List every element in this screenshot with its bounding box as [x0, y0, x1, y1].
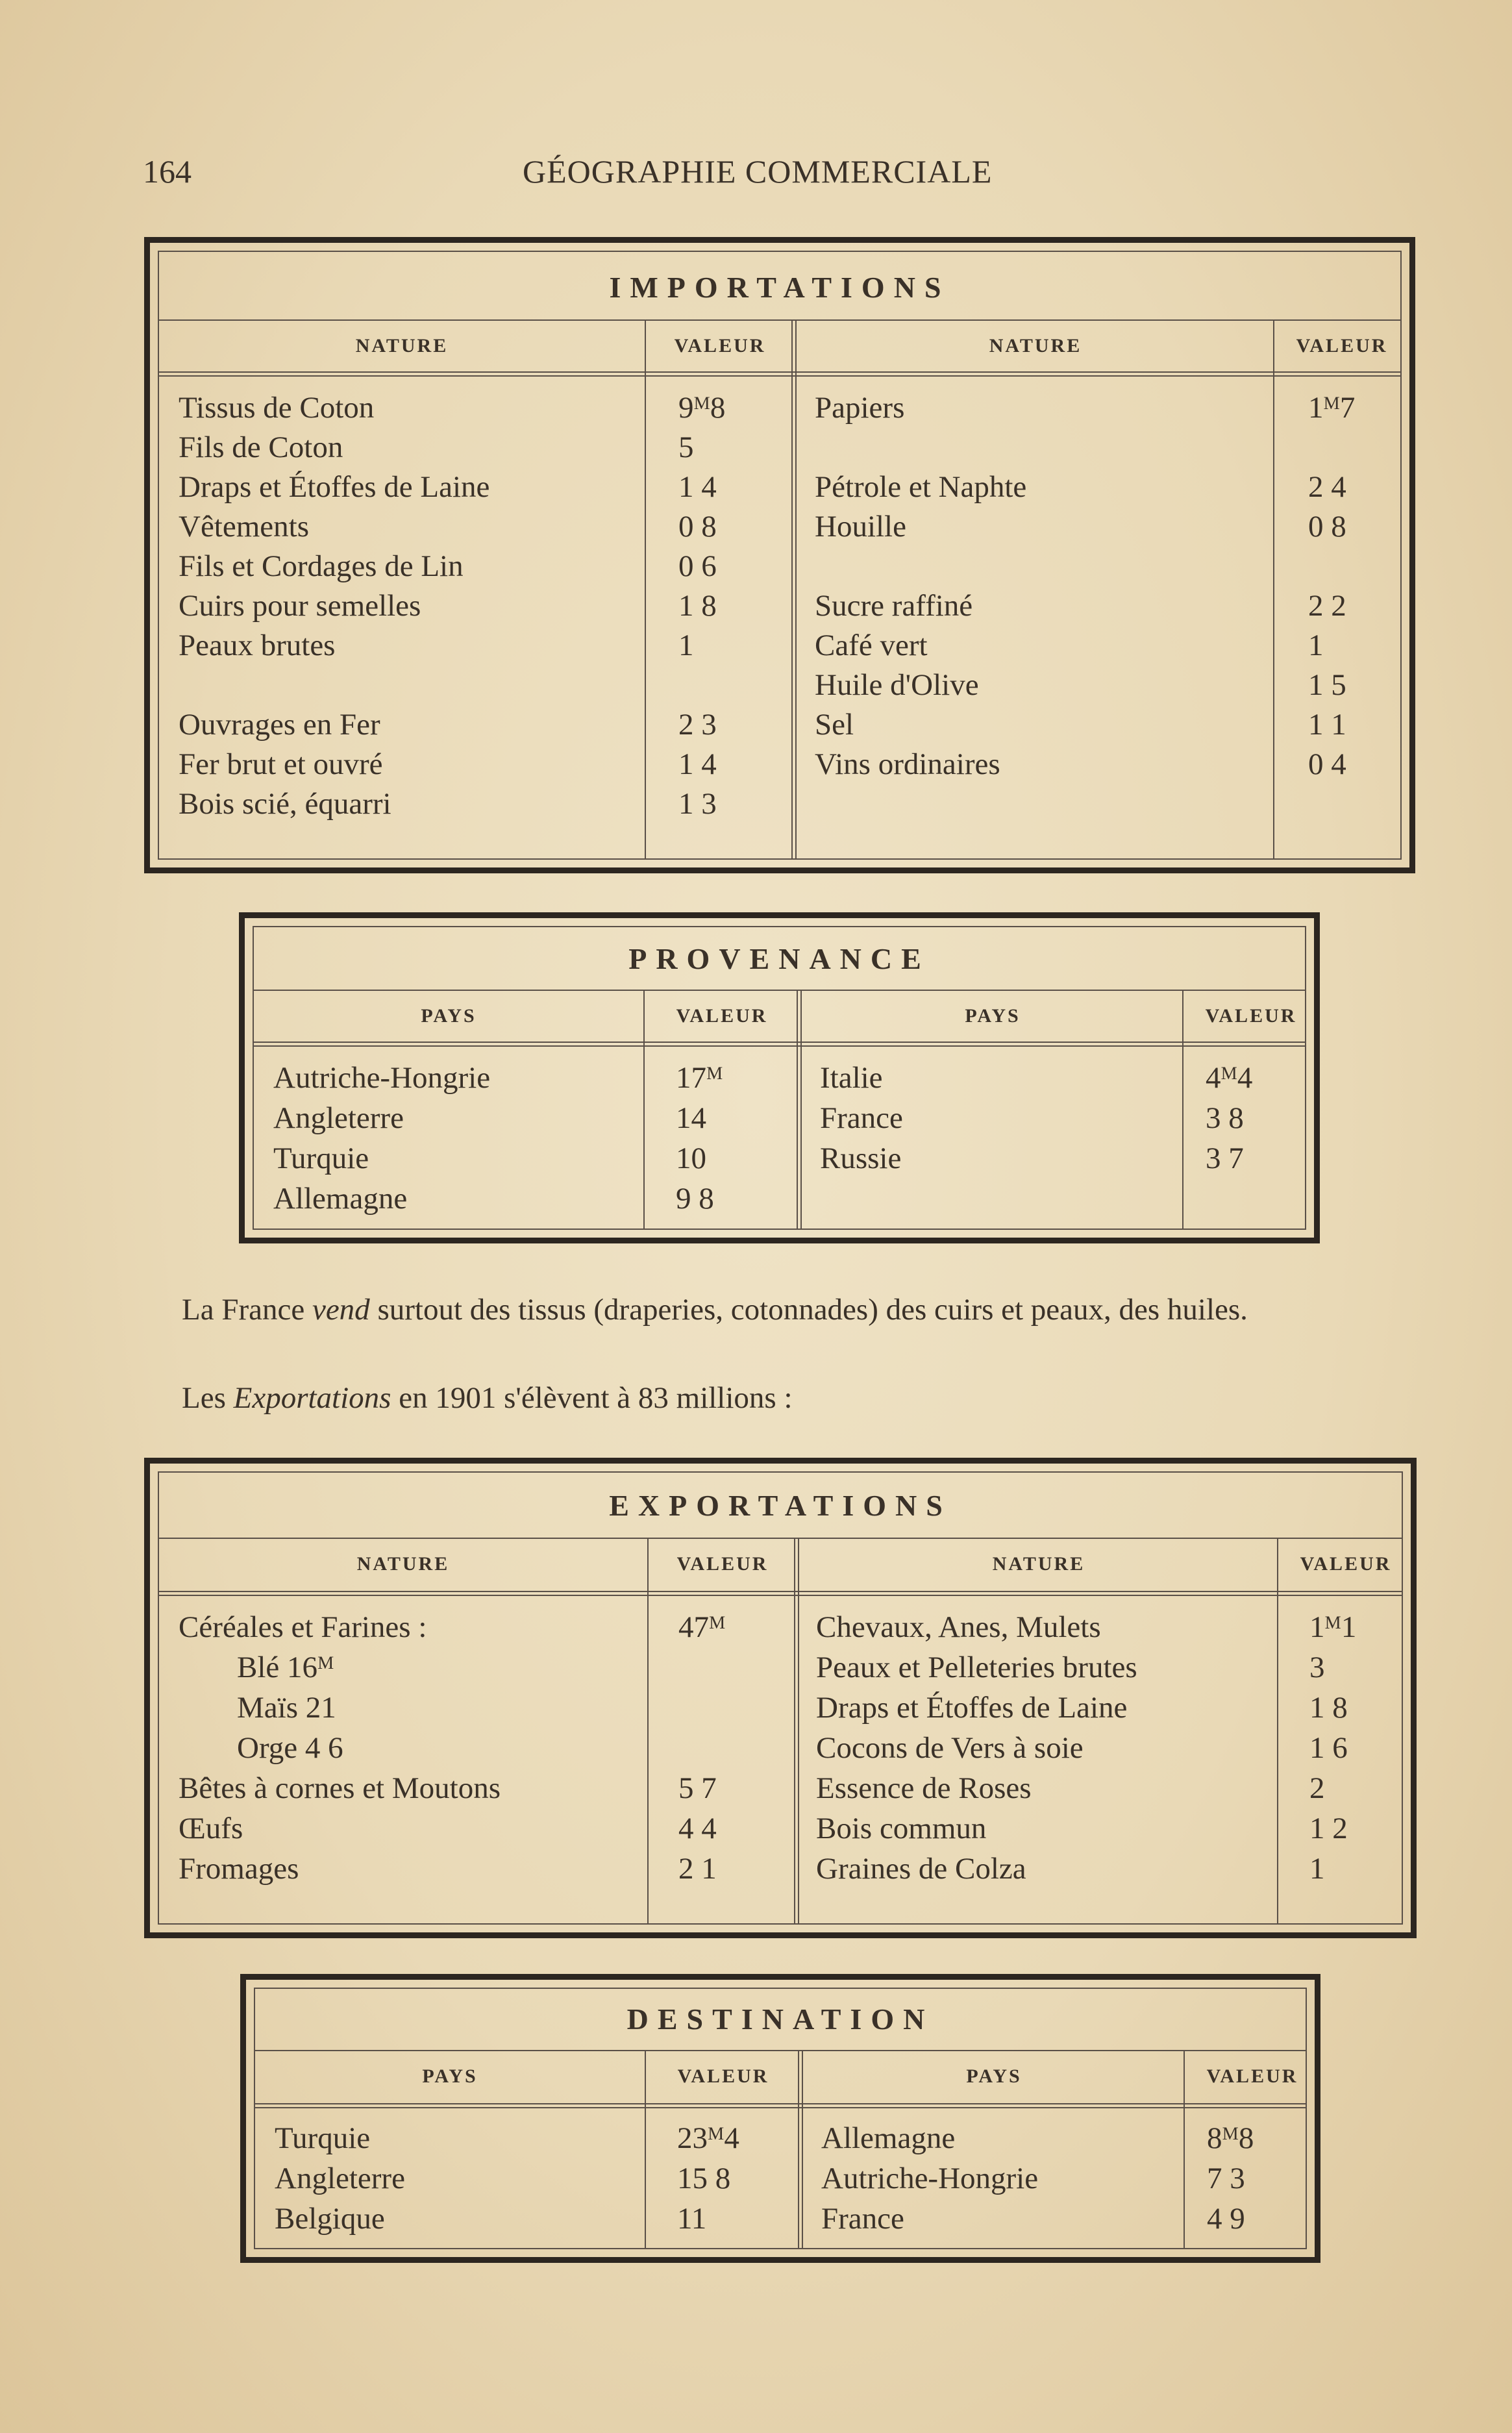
- exportations-right-valeur-cell: 3: [1309, 1651, 1325, 1684]
- paragraph-vend: [143, 1289, 1415, 1330]
- para1-text-a: La France: [182, 1293, 312, 1327]
- exportations-right-valeur-cell: 1 6: [1309, 1731, 1348, 1765]
- destination-right-pays-cell: France: [821, 2202, 904, 2236]
- importations-left-valeur-cell: 0 6: [678, 549, 717, 583]
- exportations-left-nature-cell: Maïs 21: [237, 1691, 336, 1725]
- exportations-left-valeur-cell: 2 1: [678, 1852, 717, 1886]
- col-divider-1: [643, 990, 645, 1229]
- exportations-table: [144, 1458, 1417, 1938]
- exportations-right-valeur-cell: 1 2: [1309, 1812, 1348, 1845]
- importations-left-nature-cell: Fils et Cordages de Lin: [179, 549, 464, 583]
- exportations-right-nature-cell: Chevaux, Anes, Mulets: [816, 1610, 1101, 1644]
- importations-right-valeur-cell: 2 2: [1308, 589, 1346, 623]
- exportations-right-nature-cell: Draps et Étoffes de Laine: [816, 1691, 1128, 1725]
- importations-right-nature-cell: Sucre raffiné: [815, 589, 973, 623]
- importations-title: IMPORTATIONS: [609, 271, 950, 304]
- importations-right-valeur-cell: 1ᴹ7: [1308, 391, 1356, 425]
- exportations-right-nature-cell: Cocons de Vers à soie: [816, 1731, 1084, 1765]
- col-divider-3: [1273, 319, 1274, 858]
- exportations-right-nature-cell: Bois commun: [816, 1812, 987, 1845]
- exportations-left-nature-cell: Bêtes à cornes et Moutons: [179, 1771, 501, 1805]
- provenance-title: PROVENANCE: [628, 942, 930, 975]
- col-divider-center: [791, 319, 797, 858]
- importations-left-valeur-cell: 1 4: [678, 747, 717, 781]
- title-rule: [159, 319, 1400, 321]
- destination-right-valeur-cell: 7 3: [1207, 2162, 1245, 2195]
- exportations-right-valeur-cell: 1 8: [1309, 1691, 1348, 1725]
- col-divider-3: [1277, 1538, 1278, 1923]
- provenance-table: [239, 912, 1320, 1243]
- exportations-left-valeur-cell: 4 4: [678, 1812, 717, 1845]
- col-header-nature-left: NATURE: [356, 1553, 450, 1575]
- header-rule: [254, 1042, 1305, 1047]
- col-divider-center: [797, 990, 802, 1229]
- exportations-left-nature-cell: Fromages: [179, 1852, 299, 1886]
- destination-left-valeur-cell: 11: [677, 2202, 707, 2236]
- page-header: [143, 153, 1052, 198]
- exportations-left-nature-cell: Œufs: [179, 1812, 243, 1845]
- importations-left-valeur-cell: 1 8: [678, 589, 717, 623]
- col-header-valeur-left: VALEUR: [674, 335, 766, 356]
- col-divider-1: [645, 2050, 646, 2248]
- destination-left-pays-cell: Turquie: [275, 2121, 371, 2155]
- importations-right-nature-cell: Houille: [815, 510, 906, 543]
- exportations-left-nature-cell: Blé 16ᴹ: [237, 1651, 334, 1684]
- header-rule: [255, 2103, 1306, 2108]
- importations-left-nature-cell: Fils de Coton: [179, 430, 343, 464]
- importations-left-valeur-cell: 2 3: [678, 708, 717, 742]
- provenance-left-valeur-cell: 9 8: [676, 1182, 714, 1216]
- col-divider-1: [647, 1538, 649, 1923]
- destination-left-pays-cell: Angleterre: [275, 2162, 405, 2195]
- col-header-pays-left: PAYS: [421, 1005, 477, 1027]
- col-divider-3: [1184, 2050, 1185, 2248]
- para2-text-b: en 1901 s'élèvent à 83 millions :: [391, 1381, 793, 1415]
- destination-right-valeur-cell: 4 9: [1207, 2202, 1245, 2236]
- importations-right-nature-cell: Vins ordinaires: [815, 747, 1000, 781]
- provenance-left-valeur-cell: 10: [676, 1142, 706, 1175]
- provenance-left-pays-cell: Allemagne: [273, 1182, 408, 1216]
- importations-right-nature-cell: Papiers: [815, 391, 905, 425]
- importations-right-nature-cell: Sel: [815, 708, 854, 742]
- col-header-valeur-left: VALEUR: [676, 1005, 768, 1027]
- importations-left-nature-cell: Draps et Étoffes de Laine: [179, 470, 490, 504]
- importations-left-nature-cell: Ouvrages en Fer: [179, 708, 380, 742]
- importations-right-nature-cell: Café vert: [815, 629, 928, 662]
- destination-inner-frame: [254, 1988, 1307, 2249]
- importations-left-nature-cell: Bois scié, équarri: [179, 787, 391, 821]
- exportations-right-nature-cell: Graines de Colza: [816, 1852, 1026, 1886]
- importations-right-nature-cell: Pétrole et Naphte: [815, 470, 1027, 504]
- provenance-left-valeur-cell: 17ᴹ: [676, 1061, 723, 1095]
- importations-left-nature-cell: Cuirs pour semelles: [179, 589, 421, 623]
- importations-right-valeur-cell: 0 4: [1308, 747, 1346, 781]
- header-rule: [159, 371, 1400, 377]
- col-header-nature-right: NATURE: [992, 1553, 1085, 1575]
- page-number: 164: [143, 153, 192, 190]
- col-divider-3: [1182, 990, 1184, 1229]
- col-header-pays-left: PAYS: [422, 2065, 478, 2087]
- exportations-left-valeur-cell: 47ᴹ: [678, 1610, 726, 1644]
- destination-right-valeur-cell: 8ᴹ8: [1207, 2121, 1254, 2155]
- exportations-left-nature-cell: Céréales et Farines :: [179, 1610, 427, 1644]
- destination-left-valeur-cell: 23ᴹ4: [677, 2121, 739, 2155]
- title-rule: [159, 1538, 1402, 1539]
- provenance-left-pays-cell: Angleterre: [273, 1101, 404, 1135]
- importations-left-nature-cell: Peaux brutes: [179, 629, 336, 662]
- destination-table: [240, 1974, 1320, 2263]
- para1-text-b: surtout des tissus (draperies, cotonnades) des cuirs et peaux, des huiles.: [369, 1293, 1248, 1327]
- importations-left-nature-cell: Tissus de Coton: [179, 391, 375, 425]
- col-header-valeur-right: VALEUR: [1296, 335, 1388, 356]
- title-rule: [254, 990, 1305, 991]
- exportations-right-valeur-cell: 1ᴹ1: [1309, 1610, 1357, 1644]
- importations-left-nature-cell: Fer brut et ouvré: [179, 747, 383, 781]
- para2-text-a: Les: [182, 1381, 234, 1415]
- destination-right-pays-cell: Autriche-Hongrie: [821, 2162, 1039, 2195]
- destination-left-pays-cell: Belgique: [275, 2202, 385, 2236]
- provenance-inner-frame: [253, 926, 1306, 1230]
- exportations-right-valeur-cell: 1: [1309, 1852, 1325, 1886]
- col-header-valeur-left: VALEUR: [677, 2065, 769, 2087]
- provenance-right-valeur-cell: 3 8: [1206, 1101, 1244, 1135]
- exportations-inner-frame: [158, 1471, 1403, 1925]
- importations-left-nature-cell: Vêtements: [179, 510, 309, 543]
- col-divider-center: [798, 2050, 803, 2248]
- para2-emphasis: Exportations: [233, 1381, 391, 1415]
- exportations-right-nature-cell: Peaux et Pelleteries brutes: [816, 1651, 1137, 1684]
- importations-left-valeur-cell: 5: [678, 430, 694, 464]
- col-header-valeur-right: VALEUR: [1206, 2065, 1298, 2087]
- provenance-left-valeur-cell: 14: [676, 1101, 706, 1135]
- para1-emphasis: vend: [312, 1293, 370, 1327]
- exportations-left-nature-cell: Orge 4 6: [237, 1731, 343, 1765]
- col-header-valeur-right: VALEUR: [1300, 1553, 1392, 1575]
- exportations-right-nature-cell: Essence de Roses: [816, 1771, 1032, 1805]
- importations-left-valeur-cell: 1: [678, 629, 694, 662]
- importations-right-valeur-cell: 1 1: [1308, 708, 1346, 742]
- destination-title: DESTINATION: [626, 2003, 934, 2036]
- col-header-pays-right: PAYS: [965, 1005, 1021, 1027]
- title-rule: [255, 2050, 1306, 2051]
- provenance-right-pays-cell: Italie: [820, 1061, 883, 1095]
- importations-inner-frame: [158, 251, 1402, 860]
- importations-left-valeur-cell: 1 4: [678, 470, 717, 504]
- paragraph-exportations: [143, 1377, 1415, 1419]
- importations-right-valeur-cell: 1 5: [1308, 668, 1346, 702]
- running-title: GÉOGRAPHIE COMMERCIALE: [523, 153, 993, 190]
- exportations-left-valeur-cell: 5 7: [678, 1771, 717, 1805]
- importations-left-valeur-cell: 0 8: [678, 510, 717, 543]
- importations-table: [144, 237, 1415, 873]
- header-rule: [159, 1591, 1402, 1596]
- importations-left-valeur-cell: 9ᴹ8: [678, 391, 726, 425]
- provenance-right-pays-cell: France: [820, 1101, 903, 1135]
- col-header-nature-right: NATURE: [989, 335, 1082, 356]
- destination-right-pays-cell: Allemagne: [821, 2121, 956, 2155]
- col-divider-center: [794, 1538, 799, 1923]
- col-header-pays-right: PAYS: [966, 2065, 1022, 2087]
- provenance-right-valeur-cell: 4ᴹ4: [1206, 1061, 1253, 1095]
- importations-right-valeur-cell: 2 4: [1308, 470, 1346, 504]
- destination-left-valeur-cell: 15 8: [677, 2162, 731, 2195]
- col-header-valeur-left: VALEUR: [676, 1553, 769, 1575]
- provenance-left-pays-cell: Autriche-Hongrie: [273, 1061, 491, 1095]
- col-header-nature-left: NATURE: [355, 335, 449, 356]
- importations-right-valeur-cell: 0 8: [1308, 510, 1346, 543]
- importations-right-nature-cell: Huile d'Olive: [815, 668, 979, 702]
- provenance-left-pays-cell: Turquie: [273, 1142, 369, 1175]
- exportations-title: EXPORTATIONS: [609, 1489, 952, 1522]
- exportations-right-valeur-cell: 2: [1309, 1771, 1325, 1805]
- col-divider-1: [645, 319, 646, 858]
- importations-right-valeur-cell: 1: [1308, 629, 1324, 662]
- provenance-right-pays-cell: Russie: [820, 1142, 902, 1175]
- col-header-valeur-right: VALEUR: [1205, 1005, 1297, 1027]
- provenance-right-valeur-cell: 3 7: [1206, 1142, 1244, 1175]
- importations-left-valeur-cell: 1 3: [678, 787, 717, 821]
